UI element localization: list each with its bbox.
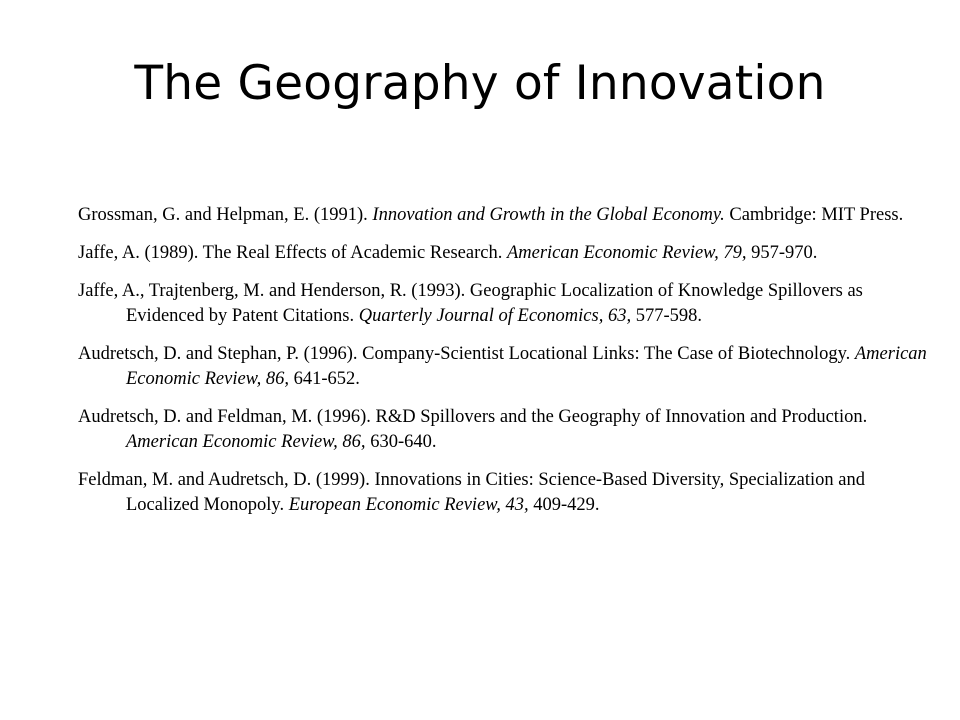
reference-authors-title: Feldman, M. and Audretsch, D. (1999). Innovations in Cities: Science-Based Diversity, Specialization and Localized Monopoly. <box>78 470 865 515</box>
reference-authors-title: Audretsch, D. and Feldman, M. (1996). R&D Spillovers and the Geography of Innovation and Production. <box>78 407 868 427</box>
reference-item <box>78 279 928 329</box>
reference-pages: 630-640. <box>365 432 437 452</box>
reference-item <box>78 405 928 455</box>
reference-item <box>78 203 928 228</box>
reference-item <box>78 241 928 266</box>
reference-pages: 641-652. <box>289 369 360 389</box>
reference-pages: Cambridge: MIT Press. <box>724 205 904 225</box>
reference-source: American Economic Review, 79, <box>506 243 747 263</box>
reference-item <box>78 342 928 392</box>
reference-source: American Economic Review, 86, <box>126 432 366 452</box>
reference-source: European Economic Review, 43, <box>288 495 529 515</box>
reference-source: Quarterly Journal of Economics, 63, <box>358 306 632 326</box>
reference-authors-title: Jaffe, A., Trajtenberg, M. and Henderson, R. (1993). Geographic Localization of Knowledge Spillovers as Evidenced by Patent Citations. <box>78 281 863 326</box>
reference-authors-title: Audretsch, D. and Stephan, P. (1996). Company-Scientist Locational Links: The Case of Biotechnology. <box>78 344 855 364</box>
reference-list <box>78 203 928 531</box>
reference-authors-title: Grossman, G. and Helpman, E. (1991). <box>78 205 373 225</box>
reference-pages: 957-970. <box>746 243 818 263</box>
reference-source: Innovation and Growth in the Global Economy. <box>372 205 725 225</box>
reference-source: American Economic Review, 86, <box>126 344 927 389</box>
reference-pages: 577-598. <box>631 306 702 326</box>
reference-authors-title: Jaffe, A. (1989). The Real Effects of Academic Research. <box>78 243 507 263</box>
slide-title: The Geography of Innovation <box>134 56 826 111</box>
reference-item <box>78 468 928 518</box>
reference-pages: 409-429. <box>528 495 600 515</box>
